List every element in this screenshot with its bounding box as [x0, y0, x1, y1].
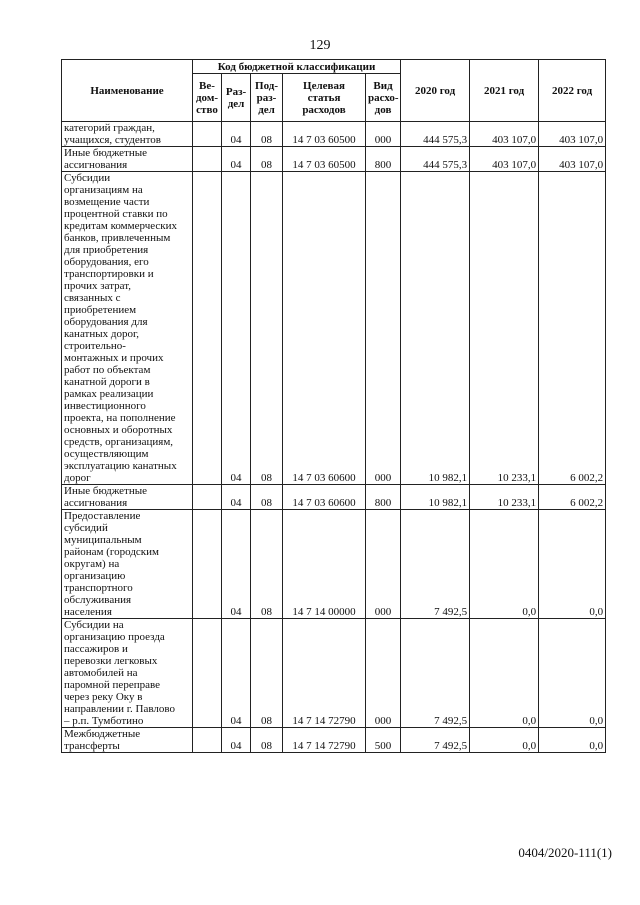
cell-target-item: 14 7 03 60500	[283, 122, 366, 147]
budget-table	[61, 59, 606, 753]
cell-2021: 10 233,1	[470, 172, 539, 485]
cell-target-item: 14 7 03 60600	[283, 172, 366, 485]
header-target-item: Целевая статья расходов	[283, 74, 366, 122]
cell-section: 04	[222, 172, 251, 485]
cell-2020: 10 982,1	[401, 172, 470, 485]
cell-name: Иные бюджетные ассигнования	[62, 485, 193, 510]
cell-2020: 444 575,3	[401, 147, 470, 172]
cell-2021: 0,0	[470, 728, 539, 753]
cell-2021: 0,0	[470, 510, 539, 619]
cell-2022: 0,0	[539, 510, 606, 619]
cell-expense-type: 800	[366, 485, 401, 510]
table-row	[62, 147, 606, 172]
cell-2021: 403 107,0	[470, 147, 539, 172]
cell-2020: 7 492,5	[401, 510, 470, 619]
cell-expense-type: 800	[366, 147, 401, 172]
cell-section: 04	[222, 619, 251, 728]
cell-target-item: 14 7 14 72790	[283, 728, 366, 753]
table-row	[62, 510, 606, 619]
cell-section: 04	[222, 510, 251, 619]
cell-target-item: 14 7 03 60500	[283, 147, 366, 172]
header-expense-type: Вид расхо- дов	[366, 74, 401, 122]
cell-ministry	[193, 172, 222, 485]
cell-target-item: 14 7 14 72790	[283, 619, 366, 728]
cell-section: 04	[222, 728, 251, 753]
cell-name: категорий граждан, учащихся, студентов	[62, 122, 193, 147]
cell-ministry	[193, 122, 222, 147]
header-ministry: Ве- дом- ство	[193, 74, 222, 122]
cell-2022: 0,0	[539, 619, 606, 728]
table-row	[62, 122, 606, 147]
header-name: Наименование	[62, 60, 193, 122]
cell-2022: 6 002,2	[539, 485, 606, 510]
cell-target-item: 14 7 14 00000	[283, 510, 366, 619]
cell-ministry	[193, 147, 222, 172]
cell-subsection: 08	[251, 619, 283, 728]
cell-ministry	[193, 728, 222, 753]
cell-name: Предоставление субсидий муниципальным районам (городским округам) на организацию транспортного обслуживания населения	[62, 510, 193, 619]
header-2021: 2021 год	[470, 60, 539, 122]
cell-2022: 403 107,0	[539, 147, 606, 172]
cell-subsection: 08	[251, 728, 283, 753]
cell-subsection: 08	[251, 485, 283, 510]
cell-name: Межбюджетные трансферты	[62, 728, 193, 753]
cell-expense-type: 000	[366, 510, 401, 619]
cell-expense-type: 000	[366, 619, 401, 728]
cell-expense-type: 500	[366, 728, 401, 753]
cell-ministry	[193, 510, 222, 619]
cell-name: Субсидии организациям на возмещение части процентной ставки по кредитам коммерческих банков, привлеченным для приобретения оборудования, его транспортировки и прочих затрат, связанных с приобретением оборудования для канатных дорог, строительно- монтажных и прочих работ по объектам канатной дороги в рамках реализации инвестиционного проекта, на пополнение основных и оборотных средств, организациям, осуществляющим эксплуатацию канатных дорог	[62, 172, 193, 485]
header-section: Раз- дел	[222, 74, 251, 122]
cell-section: 04	[222, 147, 251, 172]
cell-subsection: 08	[251, 510, 283, 619]
page-number: 129	[309, 38, 331, 53]
table-body	[62, 122, 606, 753]
cell-ministry	[193, 619, 222, 728]
cell-subsection: 08	[251, 172, 283, 485]
cell-subsection: 08	[251, 122, 283, 147]
cell-2022: 0,0	[539, 728, 606, 753]
cell-2022: 6 002,2	[539, 172, 606, 485]
cell-2021: 10 233,1	[470, 485, 539, 510]
cell-section: 04	[222, 485, 251, 510]
cell-2022: 403 107,0	[539, 122, 606, 147]
cell-name: Иные бюджетные ассигнования	[62, 147, 193, 172]
cell-2020: 444 575,3	[401, 122, 470, 147]
document-code: 0404/2020-111(1)	[518, 845, 612, 860]
cell-subsection: 08	[251, 147, 283, 172]
header-2022: 2022 год	[539, 60, 606, 122]
cell-2020: 7 492,5	[401, 619, 470, 728]
cell-ministry	[193, 485, 222, 510]
table-row	[62, 619, 606, 728]
cell-2020: 7 492,5	[401, 728, 470, 753]
header-budget-code: Код бюджетной классификации	[193, 60, 401, 74]
cell-2020: 10 982,1	[401, 485, 470, 510]
cell-section: 04	[222, 122, 251, 147]
cell-expense-type: 000	[366, 172, 401, 485]
cell-2021: 403 107,0	[470, 122, 539, 147]
header-subsection: Под- раз- дел	[251, 74, 283, 122]
table-row	[62, 728, 606, 753]
cell-2021: 0,0	[470, 619, 539, 728]
table-row	[62, 485, 606, 510]
cell-target-item: 14 7 03 60600	[283, 485, 366, 510]
cell-expense-type: 000	[366, 122, 401, 147]
cell-name: Субсидии на организацию проезда пассажиров и перевозки легковых автомобилей на паромной переправе через реку Оку в направлении г. Павлово – р.п. Тумботино	[62, 619, 193, 728]
header-2020: 2020 год	[401, 60, 470, 122]
table-row	[62, 172, 606, 485]
